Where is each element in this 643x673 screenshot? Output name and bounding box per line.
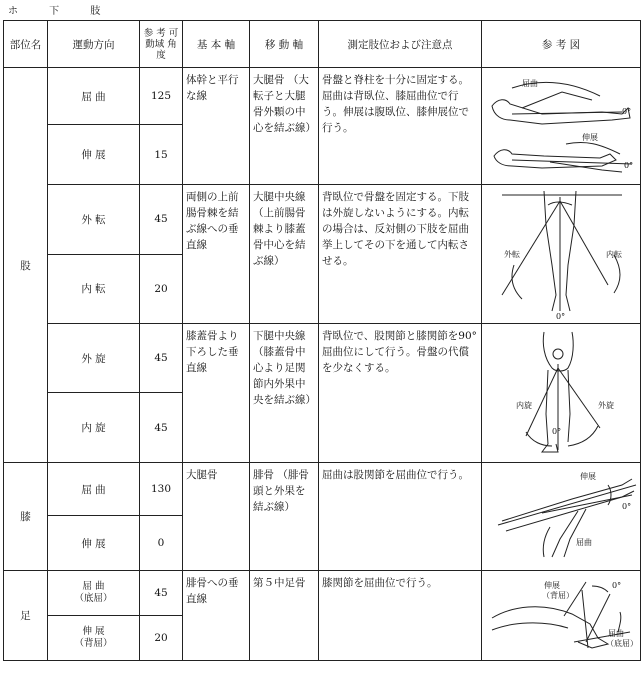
direction-knee-flexion: 屈 曲 (48, 463, 140, 516)
header-moving-axis: 移 動 軸 (250, 21, 319, 68)
figure-hip-flexion-extension (482, 68, 641, 185)
ankle-fig-extension-sub: （背屈） (542, 590, 574, 600)
ankle-extension-label: 伸 展 (82, 626, 105, 637)
direction-ankle-extension (48, 616, 140, 661)
rom-table (3, 20, 641, 661)
notes-hip-fe: 骨盤と脊柱を十分に固定する。屈曲は背臥位、膝屈曲位で行う。伸展は腹臥位、膝伸展位で行う。 (319, 68, 482, 185)
rom-knee-flexion: 130 (140, 463, 183, 516)
ankle-extension-sub: （背屈） (74, 638, 113, 649)
ankle-fig-zero: 0° (612, 580, 622, 590)
header-row (4, 21, 641, 68)
moving-axis-hip-fe: 大腿骨 （大転子と大腿骨外顆の中心を結ぶ線） (250, 68, 319, 185)
table-row (4, 571, 641, 616)
moving-axis-hip-aa: 大腿中央線 （上前腸骨棘より膝蓋骨中心を結ぶ線） (250, 185, 319, 324)
moving-axis-knee: 腓骨 （腓骨頭と外果を結ぶ線） (250, 463, 319, 571)
direction-hip-extension: 伸 展 (48, 125, 140, 185)
base-axis-hip-fe: 体幹と平行な線 (183, 68, 250, 185)
header-part: 部位名 (4, 21, 48, 68)
direction-hip-adduction: 内 転 (48, 254, 140, 324)
knee-fig-flexion-label: 屈曲 (576, 537, 592, 547)
figure-ankle (482, 571, 641, 661)
moving-axis-ankle: 第５中足骨 (250, 571, 319, 661)
notes-knee: 屈曲は股関節を屈曲位で行う。 (319, 463, 482, 571)
part-ankle: 足 (4, 571, 48, 661)
base-axis-knee: 大腿骨 (183, 463, 250, 571)
hip-fig-extension-label: 伸展 (582, 133, 598, 142)
header-figure: 参 考 図 (482, 21, 641, 68)
rom-hip-flexion: 125 (140, 68, 183, 125)
knee-fig-zero: 0° (622, 501, 632, 511)
rom-hip-ext-rotation: 45 (140, 324, 183, 393)
rom-hip-extension: 15 (140, 125, 183, 185)
section-title: ホ 下 肢 (8, 6, 115, 17)
figure-knee (482, 463, 641, 571)
direction-ankle-flexion (48, 571, 140, 616)
ankle-flexion-sub: （底屈） (74, 593, 113, 604)
table-row (4, 463, 641, 516)
direction-knee-extension: 伸 展 (48, 516, 140, 571)
rom-hip-abduction: 45 (140, 185, 183, 255)
hip-fig-int-rotation-label: 内旋 (516, 401, 532, 410)
moving-axis-hip-rot: 下腿中央線 （膝蓋骨中心より足関節内外果中央を結ぶ線） (250, 324, 319, 463)
hip-fig-rot-zero: 0° (552, 427, 562, 436)
base-axis-hip-aa: 両側の上前腸骨棘を結ぶ線への垂直線 (183, 185, 250, 324)
direction-hip-int-rotation: 内 旋 (48, 393, 140, 463)
part-hip: 股 (4, 68, 48, 463)
rom-ankle-flexion: 45 (140, 571, 183, 616)
direction-hip-flexion: 屈 曲 (48, 68, 140, 125)
rom-ankle-extension: 20 (140, 616, 183, 661)
table-row (4, 185, 641, 255)
hip-fig-ext-rotation-label: 外旋 (598, 401, 614, 410)
hip-fig-aa-zero: 0° (556, 312, 566, 321)
header-base-axis: 基 本 軸 (183, 21, 250, 68)
header-rom: 参 考 可動域 角 度 (140, 21, 183, 68)
ankle-fig-flexion-sub: （底屈） (606, 638, 638, 648)
knee-fig-extension-label: 伸展 (580, 471, 596, 481)
header-direction: 運動方向 (48, 21, 140, 68)
ankle-flexion-label: 屈 曲 (82, 581, 105, 592)
hip-fig-adduction-label: 内転 (606, 250, 622, 259)
figure-hip-abduction-adduction (482, 185, 641, 324)
header-notes: 測定肢位および注意点 (319, 21, 482, 68)
rom-hip-int-rotation: 45 (140, 393, 183, 463)
hip-fig-abduction-label: 外転 (504, 250, 520, 259)
notes-hip-rot: 背臥位で、股関節と膝関節を90° 屈曲位にして行う。骨盤の代償を少なくする。 (319, 324, 482, 463)
ankle-fig-flexion-label: 屈曲 (608, 628, 624, 638)
table-row (4, 68, 641, 125)
direction-hip-ext-rotation: 外 旋 (48, 324, 140, 393)
ankle-fig-extension-label: 伸展 (544, 580, 560, 590)
hip-fig-flexion-label: 屈曲 (522, 79, 538, 88)
rom-knee-extension: 0 (140, 516, 183, 571)
table-row (4, 324, 641, 393)
notes-hip-aa: 背臥位で骨盤を固定する。下肢は外旋しないようにする。内転の場合は、反対側の下肢を屈曲挙上してその下を通して内転させる。 (319, 185, 482, 324)
hip-fig-zero-1: 0° (622, 107, 632, 116)
hip-fig-zero-2: 0° (624, 161, 634, 170)
base-axis-ankle: 腓骨への垂直線 (183, 571, 250, 661)
direction-hip-abduction: 外 転 (48, 185, 140, 255)
notes-ankle: 膝関節を屈曲位で行う。 (319, 571, 482, 661)
rom-hip-adduction: 20 (140, 254, 183, 324)
part-knee: 膝 (4, 463, 48, 571)
figure-hip-rotation (482, 324, 641, 463)
base-axis-hip-rot: 膝蓋骨より下ろした垂直線 (183, 324, 250, 463)
